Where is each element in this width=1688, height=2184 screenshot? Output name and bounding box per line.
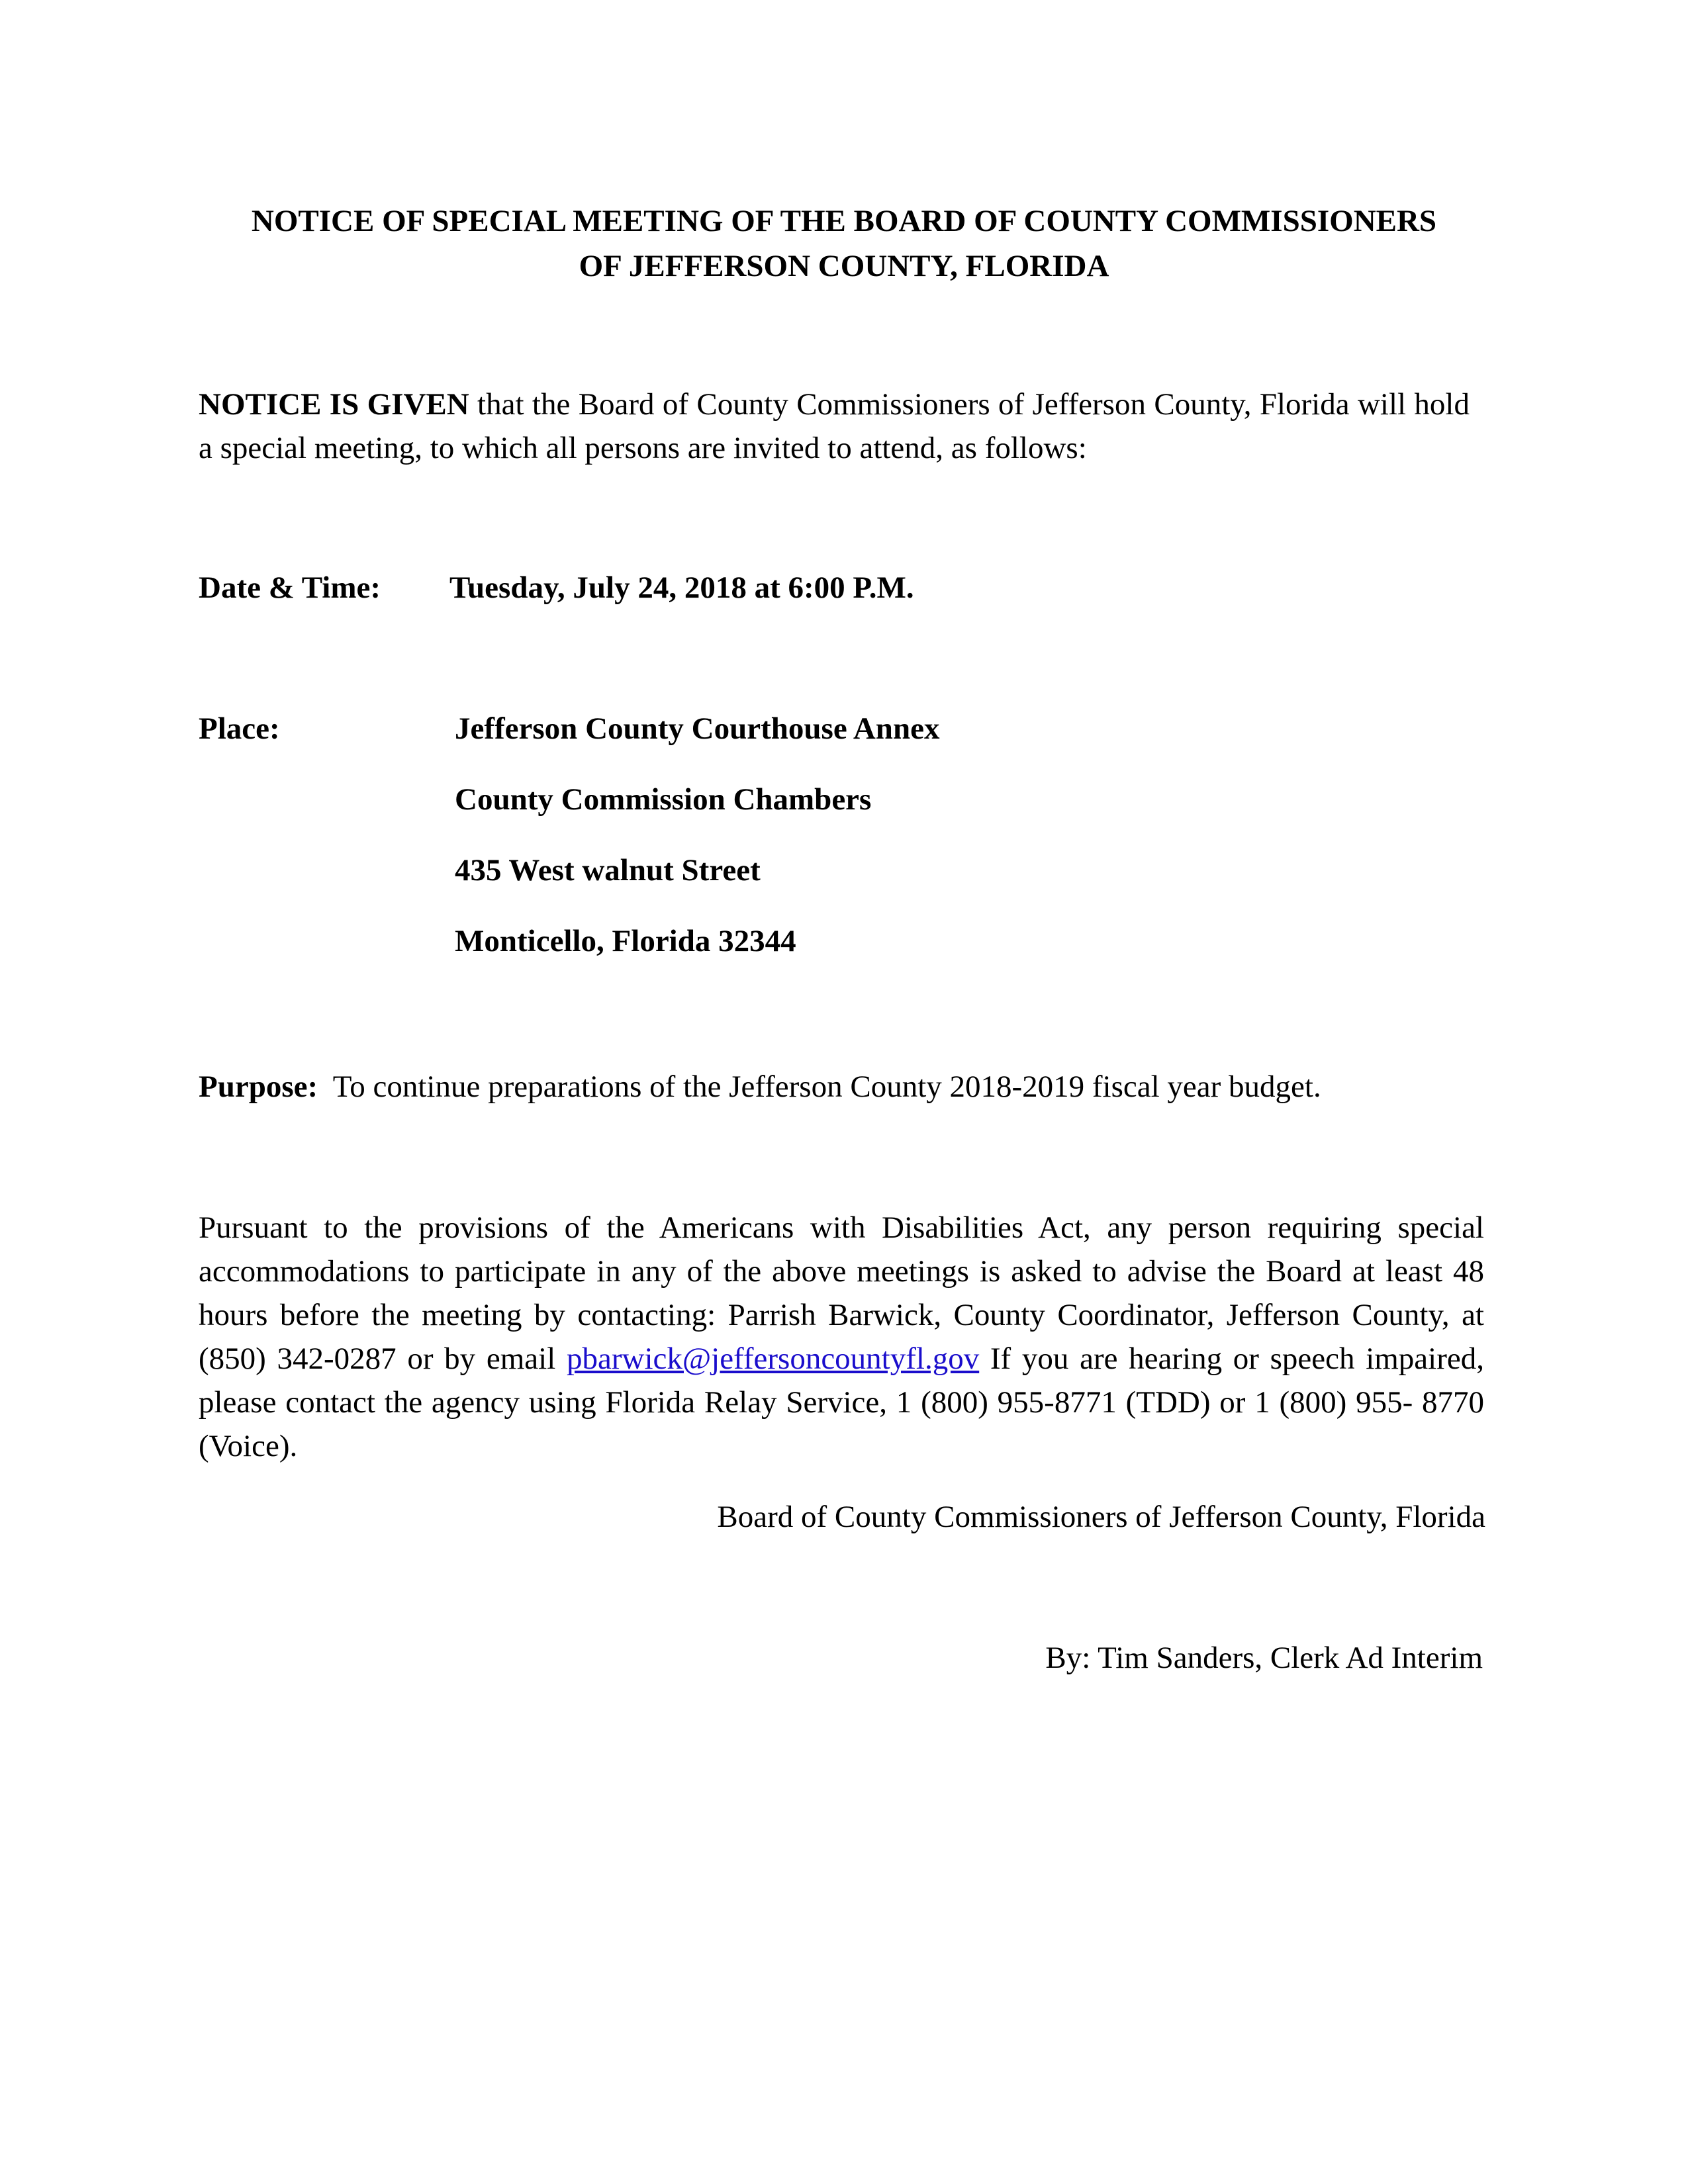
intro-paragraph xyxy=(199,383,1470,470)
datetime-label: Date & Time: xyxy=(199,570,381,605)
datetime-row xyxy=(199,568,914,608)
email-link[interactable]: pbarwick@jeffersoncountyfl.gov xyxy=(566,1342,980,1376)
place-line-2: County Commission Chambers xyxy=(455,782,872,817)
intro-text: that the Board of County Commissioners of Jefferson County, Florida will hold a special meeting, to which all persons are invited to attend, as follows: xyxy=(199,387,1470,465)
intro-lead: NOTICE IS GIVEN xyxy=(199,387,469,422)
place-row xyxy=(199,709,280,749)
place-line-1: Jefferson County Courthouse Annex xyxy=(455,711,940,746)
ada-text-before: Pursuant to the provisions of the Americans with Disabilities Act, any person requiring special accommodations to participate in any of the above meetings is asked to advise the Board at least 48 hours before the meeting by contacting: Parrish Barwick, County Coordinator, Jefferson County, at (850) 342-0287 or by email xyxy=(199,1210,1484,1376)
purpose-label: Purpose: xyxy=(199,1069,318,1104)
title-line-2: OF JEFFERSON COUNTY, FLORIDA xyxy=(579,249,1109,283)
place-line-3: 435 West walnut Street xyxy=(455,853,761,887)
notice-title xyxy=(0,199,1688,289)
datetime-value: Tuesday, July 24, 2018 at 6:00 P.M. xyxy=(449,570,914,605)
purpose-row xyxy=(199,1067,1321,1107)
place-label: Place: xyxy=(199,711,280,746)
place-line-4: Monticello, Florida 32344 xyxy=(455,924,796,958)
byline: By: Tim Sanders, Clerk Ad Interim xyxy=(1045,1641,1483,1675)
ada-paragraph xyxy=(199,1206,1484,1468)
title-line-1: NOTICE OF SPECIAL MEETING OF THE BOARD OF COUNTY COMMISSIONERS xyxy=(251,204,1437,238)
ada-text-after: If you are hearing or speech impaired, please contact the agency using Florida Relay Service, 1 (800) 955-8771 (TDD) or 1 (800) 955- 8770 (Voice). xyxy=(199,1342,1484,1463)
board-signature: Board of County Commissioners of Jefferson County, Florida xyxy=(717,1500,1485,1534)
purpose-text: To continue preparations of the Jefferson County 2018-2019 fiscal year budget. xyxy=(318,1069,1321,1104)
